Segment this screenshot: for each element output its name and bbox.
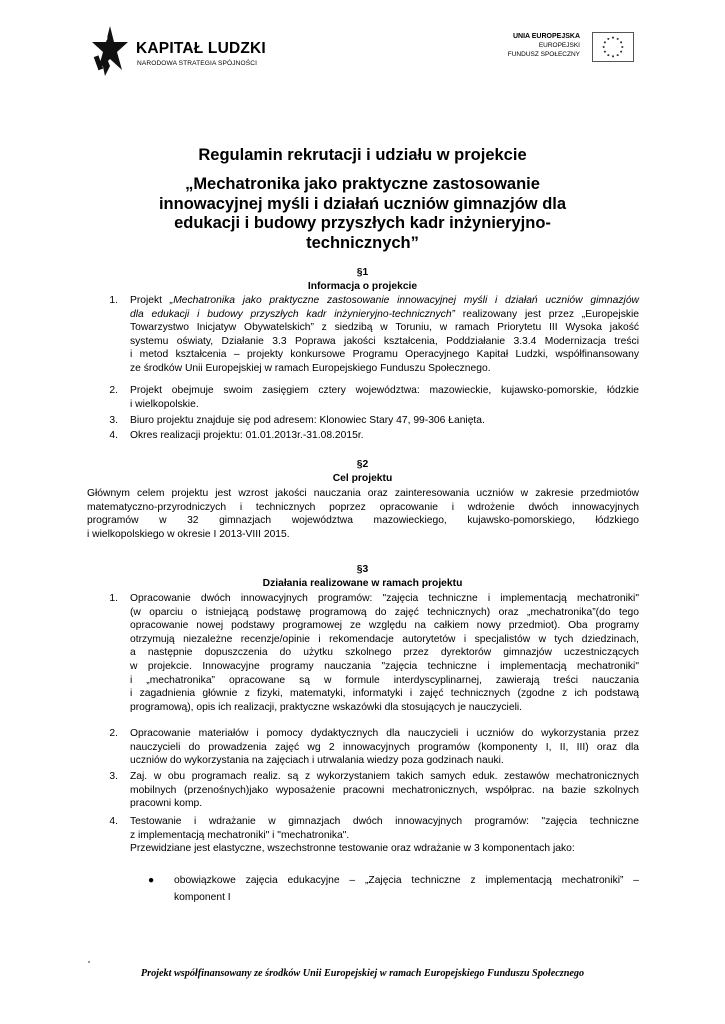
text-segment-italic: dla edukacji i budowy przyszłych kadr inżynieryjno-technicznych” xyxy=(130,308,455,320)
section-2-heading: Cel projektu xyxy=(332,473,393,484)
eu-flag-icon xyxy=(592,32,634,62)
text-line xyxy=(130,294,639,308)
list-item-text xyxy=(130,384,639,411)
text-line: nauczycieli do prowadzenia zajęć wg 2 innowacyjnych programów (komponenty I, II, III) oraz dla xyxy=(130,741,639,753)
text-line: matematyczno-przyrodniczych i technicznych poprzez opracowanie i wdrożenie dwóch innowacyjnych xyxy=(87,501,639,513)
text-line: Opracowanie dwóch innowacyjnych programów: "zajęcia techniczne i implementacją mechatroniki" xyxy=(130,593,639,604)
project-title: „Mechatronika jako praktyczne zastosowanie innowacyjnej myśli i działań uczniów gimnazjów dla edukacji i budowy przyszłych kadr inżynieryjno-technicznych” xyxy=(158,175,567,252)
logo-title: KAPITAŁ LUDZKI xyxy=(136,40,266,57)
text-line: programów w 32 gimnazjach województwa mazowieckiego, kujawsko-pomorskiego, łódzkiego xyxy=(87,515,639,527)
text-line: (w oparciu o istniejącą podstawę programową do zajęć technicznych) oraz „mechatronika”(do tego xyxy=(130,606,639,618)
text-line: w projekcie. Innowacyjne programy nauczania "zajęcia techniczne i implementacją mechatroniki" xyxy=(130,660,639,672)
text-line: i wielkopolskie. xyxy=(130,398,199,410)
text-line: Okres realizacji projektu: 01.01.2013r.-31.08.2015r. xyxy=(130,430,364,441)
text-line: Testowanie i wdrażanie w gimnazjach dwóch innowacyjnych programów: "zajęcia techniczne xyxy=(130,816,639,827)
section-1-heading: Informacja o projekcie xyxy=(307,281,418,292)
list-item-text xyxy=(130,770,639,811)
text-line: i metod kształcenia – projekty konkursowe Programu Operacyjnego Kapitał Ludzki, współfinansowany xyxy=(130,349,639,361)
list-number: 1. xyxy=(109,295,118,306)
text-line: Zaj. w obu programach realiz. są z wykorzystaniem takich samych eduk. zestawów mechatronicznych xyxy=(130,771,639,782)
text-line: ze środków Unii Europejskiej w ramach Europejskiego Funduszu Społecznego. xyxy=(130,362,491,374)
list-number: 2. xyxy=(109,728,118,739)
text-line: Głównym celem projektu jest wzrost jakości nauczania oraz zainteresowania uczniów w zakresie przedmiotów xyxy=(87,488,639,499)
text-line: a następnie dopuszczenia do użytku szkolnego przez dyrektorów gimnazjów uczestniczących xyxy=(130,647,639,659)
text-line: pracowni komp. xyxy=(130,798,203,810)
text-line: programową), opis ich realizacji, praktyczne wskazówki dla stosujących je nauczycieli. xyxy=(130,701,523,713)
kapital-ludzki-star-icon xyxy=(92,26,128,76)
text-line: uczniów do wykorzystania na zajęciach i utrwalania wiedzy poza godzinach nauki. xyxy=(130,755,504,767)
text-line: mobilnych (przenośnych)jako wyposażenie pracowni mechatronicznych, współprac. na bazie szkolnych xyxy=(130,784,639,796)
text-line: z implementacją mechatroniki" i "mechatronika". xyxy=(130,829,350,841)
list-item-text xyxy=(130,592,639,714)
section-3-heading: Działania realizowane w ramach projektu xyxy=(262,578,463,589)
list-number: 3. xyxy=(109,415,118,426)
bullet-icon: ● xyxy=(148,875,155,886)
logo-subtitle: NARODOWA STRATEGIA SPÓJNOŚCI xyxy=(137,60,258,67)
list-number: 3. xyxy=(109,771,118,782)
eu-logo-text xyxy=(508,32,580,59)
eu-logo-line2: EUROPEJSKI xyxy=(538,42,580,49)
list-item-text xyxy=(130,429,639,443)
text-line: opracowanie nowej podstawy programowej ze względu na całkiem nowy przedmiot). Oba programy xyxy=(130,620,639,632)
list-item-text xyxy=(130,414,639,428)
bullet-item-text xyxy=(174,874,639,904)
page-footer: Projekt współfinansowany ze środków Unii Europejskiej w ramach Europejskiego Funduszu Społecznego xyxy=(140,968,585,979)
text-line: Przewidziane jest elastyczne, wszechstronne testowanie oraz wdrażanie w 3 komponentach jako: xyxy=(130,843,575,855)
text-line: obowiązkowe zajęcia edukacyjne – „Zajęcia techniczne z implementacją mechatroniki” – xyxy=(174,875,639,886)
list-number: 4. xyxy=(109,816,118,827)
text-line xyxy=(130,308,639,322)
text-segment: Projekt xyxy=(130,295,170,306)
eu-logo-line3: FUNDUSZ SPOŁECZNY xyxy=(507,51,580,58)
list-number: 2. xyxy=(109,385,118,396)
text-segment-italic: „Mechatronika jako praktyczne zastosowanie innowacyjnej myśli i działań uczniów gimnazjów xyxy=(169,295,639,306)
footer-dot xyxy=(88,961,90,963)
list-item-text xyxy=(130,294,639,376)
text-line: Projekt obejmuje swoim zasięgiem cztery województwa: mazowieckie, kujawsko-pomorskie, łódzkie xyxy=(130,385,639,396)
text-line: i zagadnienia głównie z fizyki, matematyki, informatyki i zajęć technicznych (zgodne z ich podstawą xyxy=(130,688,639,700)
text-line: i „mechatronika” opracowane są w formule interdyscyplinarnej, zawierają treści nauczania xyxy=(130,674,639,686)
text-line: Towarzystwo Inicjatyw Obywatelskich” z siedzibą w Toruniu, w ramach Priorytetu III Wysoka jakość xyxy=(130,322,639,334)
list-item-text xyxy=(130,727,639,768)
text-line: komponent I xyxy=(174,891,231,903)
text-line: Opracowanie materiałów i pomocy dydaktycznych dla nauczycieli i uczniów do wykorzystania przez xyxy=(130,728,639,739)
section-1-number: §1 xyxy=(356,267,369,278)
list-number: 1. xyxy=(109,593,118,604)
list-item-text xyxy=(130,815,639,856)
section-2-number: §2 xyxy=(356,459,369,470)
kapital-ludzki-logo xyxy=(92,26,272,82)
text-line: systemu oświaty, Działanie 3.3 Poprawa jakości kształcenia, Poddziałanie 3.3.4 Modernizacja treści xyxy=(130,335,639,347)
text-segment: realizowany jest przez „Europejskie xyxy=(454,308,640,320)
section-3-number: §3 xyxy=(356,564,369,575)
text-line: i wielkopolskiego w okresie I 2013-VIII 2015. xyxy=(87,528,290,540)
eu-logo xyxy=(500,32,640,72)
eu-logo-line1: UNIA EUROPEJSKA xyxy=(512,33,580,40)
document-title: Regulamin rekrutacji i udziału w projekcie xyxy=(198,146,527,164)
section-2-paragraph xyxy=(87,487,639,541)
text-line: Biuro projektu znajduje się pod adresem: Klonowiec Stary 47, 99-306 Łanięta. xyxy=(130,415,485,426)
text-line: otrzymują niezależne recenzje/opinie i rekomendacje autorytetów i specjalistów w tych dziedzinach, xyxy=(130,633,639,645)
list-number: 4. xyxy=(109,430,118,441)
